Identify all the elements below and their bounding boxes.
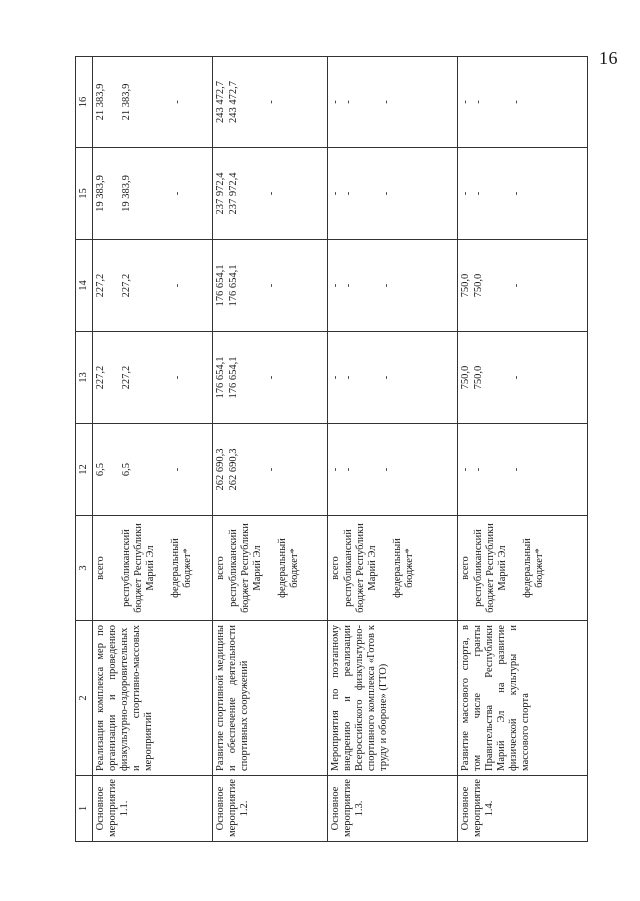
value: 176 654,1 xyxy=(215,264,226,307)
activity-code: Основное мероприятие 1.2. xyxy=(213,776,328,842)
value: - xyxy=(342,191,354,196)
value-cell-col14 xyxy=(93,240,213,332)
source-total: всего xyxy=(460,556,471,580)
funding-source-cell xyxy=(328,516,458,621)
value: - xyxy=(381,191,392,196)
value-cell-col12 xyxy=(458,424,588,516)
value: - xyxy=(172,100,183,104)
value: - xyxy=(472,467,484,472)
value-cell-col13 xyxy=(458,332,588,424)
column-header: 14 xyxy=(76,240,93,332)
value: - xyxy=(172,467,183,472)
source-federal: федеральный бюджет* xyxy=(276,538,300,598)
header-row xyxy=(76,57,93,842)
activity-name-text: Мероприятия по поэтапному внедрению и реализации Всероссийского физкультурно-спортивного комплекса «Готов к труду и обороне» (ГТО) xyxy=(330,625,390,771)
activity-code: Основное мероприятие 1.1. xyxy=(93,776,213,842)
value: - xyxy=(472,191,484,196)
activity-name-text: Реализация комплекса мер по организации и проведению физкультурно-оздоровительных и спортивно-массовых мероприятий xyxy=(95,625,155,771)
value: - xyxy=(381,100,392,104)
value: - xyxy=(172,191,183,196)
column-header: 16 xyxy=(76,57,93,148)
value: 750,0 xyxy=(460,273,471,298)
table-row xyxy=(458,57,588,842)
value: - xyxy=(460,191,471,196)
source-republic: республиканский бюджет Республики Марий Эл xyxy=(342,523,378,613)
value: - xyxy=(330,100,341,104)
value: 176 654,1 xyxy=(227,356,239,399)
value: - xyxy=(511,191,522,196)
table-row xyxy=(93,57,213,842)
value: 262 690,3 xyxy=(215,448,226,491)
value: - xyxy=(381,467,392,472)
value: 243 472,7 xyxy=(227,81,239,123)
value: - xyxy=(172,375,183,380)
value: - xyxy=(460,467,471,472)
value: 6,5 xyxy=(120,462,132,477)
column-header: 13 xyxy=(76,332,93,424)
value: 176 654,1 xyxy=(227,264,239,307)
value: 750,0 xyxy=(472,365,484,390)
source-total: всего xyxy=(95,556,106,580)
column-header: 12 xyxy=(76,424,93,516)
value-cell-col16 xyxy=(328,57,458,148)
value: 750,0 xyxy=(460,365,471,390)
value: - xyxy=(342,100,354,104)
activity-name xyxy=(458,621,588,776)
value: 227,2 xyxy=(95,365,106,390)
value-cell-col15 xyxy=(458,148,588,240)
rotated-table-page xyxy=(75,57,612,842)
value: 6,5 xyxy=(95,462,106,477)
value: 750,0 xyxy=(472,273,484,298)
value-cell-col14 xyxy=(458,240,588,332)
value-cell-col12 xyxy=(93,424,213,516)
value: - xyxy=(511,467,522,472)
value-cell-col14 xyxy=(328,240,458,332)
value: - xyxy=(511,283,522,288)
value: 227,2 xyxy=(95,273,106,298)
column-header: 15 xyxy=(76,148,93,240)
value-cell-col13 xyxy=(328,332,458,424)
value-cell-col12 xyxy=(328,424,458,516)
value: - xyxy=(342,375,354,380)
value: - xyxy=(381,375,392,380)
source-federal: федеральный бюджет* xyxy=(521,538,545,598)
value: - xyxy=(330,375,341,380)
value: - xyxy=(342,467,354,472)
value: 21 383,9 xyxy=(120,83,132,121)
value-cell-col16 xyxy=(458,57,588,148)
value: 243 472,7 xyxy=(215,81,226,123)
value-cell-col15 xyxy=(93,148,213,240)
activity-name xyxy=(213,621,328,776)
value: - xyxy=(330,467,341,472)
value-cell-col16 xyxy=(213,57,328,148)
value: 227,2 xyxy=(120,365,132,390)
table-row xyxy=(213,57,328,842)
source-federal: федеральный бюджет* xyxy=(391,538,415,598)
column-header: 1 xyxy=(76,776,93,842)
activity-code: Основное мероприятие 1.3. xyxy=(328,776,458,842)
value: 262 690,3 xyxy=(227,448,239,491)
value: 176 654,1 xyxy=(215,356,226,399)
activity-code: Основное мероприятие 1.4. xyxy=(458,776,588,842)
value: 237 972,4 xyxy=(227,172,239,215)
value: - xyxy=(266,191,277,196)
value: - xyxy=(511,100,522,104)
value-cell-col12 xyxy=(213,424,328,516)
value-cell-col15 xyxy=(328,148,458,240)
value: 227,2 xyxy=(120,273,132,298)
value: - xyxy=(330,283,341,288)
value: - xyxy=(472,100,484,104)
value-cell-col16 xyxy=(93,57,213,148)
activity-name-text: Развитие массового спорта, в том числе гранты Правительства Республики Марий Эл на развитие физической культуры и массового спорта xyxy=(460,625,532,771)
value: - xyxy=(381,283,392,288)
value: - xyxy=(460,100,471,104)
value: - xyxy=(330,191,341,196)
value: - xyxy=(266,375,277,380)
table-row xyxy=(328,57,458,842)
source-total: всего xyxy=(215,556,226,580)
funding-source-cell xyxy=(213,516,328,621)
activity-name xyxy=(328,621,458,776)
budget-table xyxy=(75,56,588,842)
value: 21 383,9 xyxy=(95,83,106,121)
value: - xyxy=(266,283,277,288)
value-cell-col13 xyxy=(213,332,328,424)
column-header: 3 xyxy=(76,516,93,621)
activity-name-text: Развитие спортивной медицины и обеспечение деятельности спортивных сооружений xyxy=(215,625,251,771)
source-total: всего xyxy=(330,556,341,580)
value: - xyxy=(172,283,183,288)
value: - xyxy=(266,467,277,472)
funding-source-cell xyxy=(93,516,213,621)
value: - xyxy=(342,283,354,288)
source-federal: федеральный бюджет* xyxy=(169,538,193,598)
source-republic: республиканский бюджет Республики Марий Эл xyxy=(472,523,508,613)
page-number: 16 xyxy=(599,48,618,68)
source-republic: республиканский бюджет Республики Марий Эл xyxy=(120,523,156,613)
value: - xyxy=(511,375,522,380)
value-cell-col15 xyxy=(213,148,328,240)
funding-source-cell xyxy=(458,516,588,621)
value-cell-col14 xyxy=(213,240,328,332)
column-header: 2 xyxy=(76,621,93,776)
value: 237 972,4 xyxy=(215,172,226,215)
value: 19 383,9 xyxy=(120,175,132,212)
value: - xyxy=(266,100,277,104)
value: 19 383,9 xyxy=(95,175,106,212)
activity-name xyxy=(93,621,213,776)
value-cell-col13 xyxy=(93,332,213,424)
source-republic: республиканский бюджет Республики Марий Эл xyxy=(227,523,263,613)
